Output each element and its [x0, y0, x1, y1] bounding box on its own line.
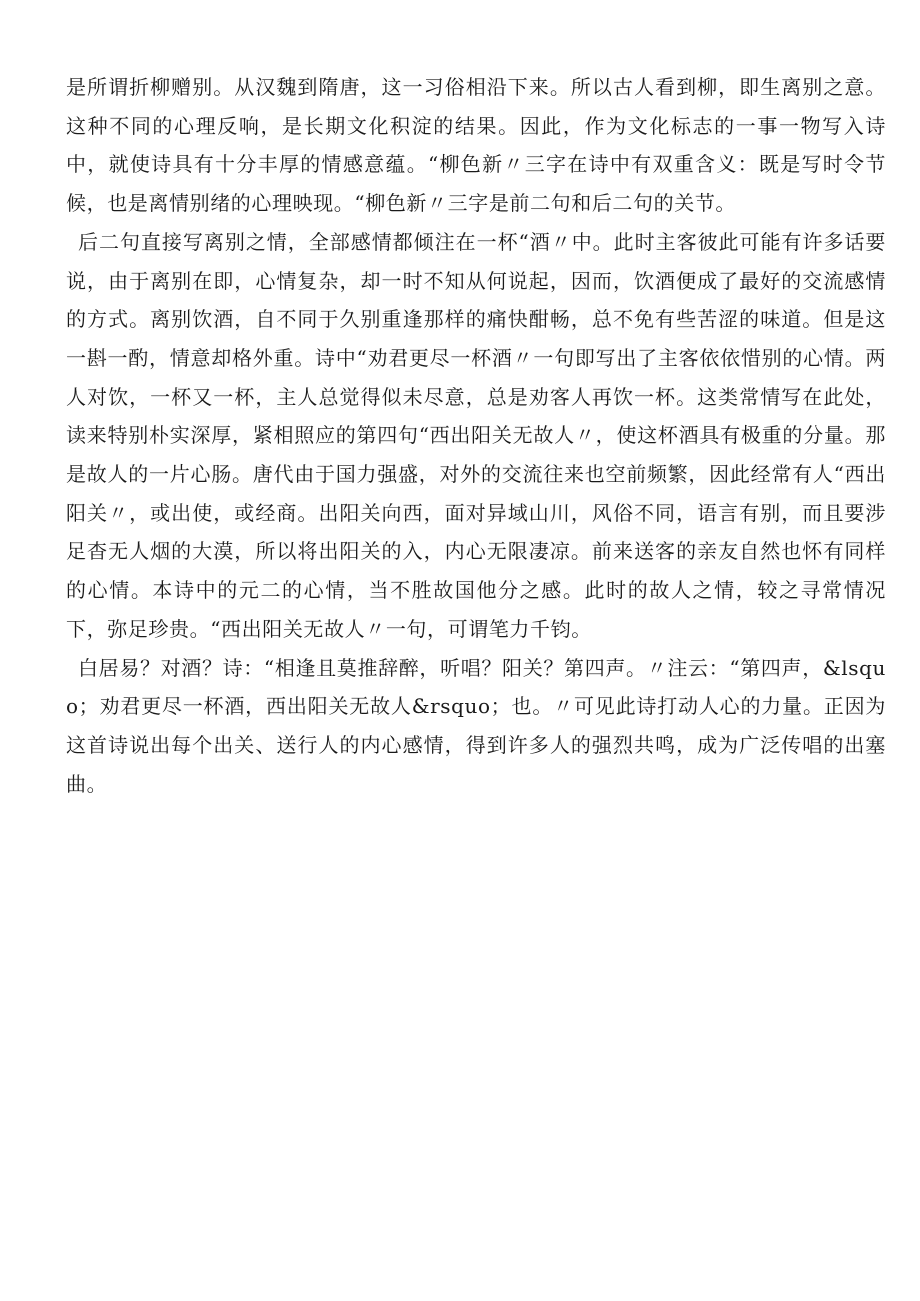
paragraph-2: 后二句直接写离别之情，全部感情都倾注在一杯“酒〃中。此时主客彼此可能有许多话要说，由于离别在即，心情复杂，却一时不知从何说起，因而，饮酒便成了最好的交流感情的方式。离别饮酒，自不同于久别重逢那样的痛快酣畅，总不免有些苦涩的味道。但是这一斟一酌，情意却格外重。诗中“劝君更尽一杯酒〃一句即写出了主客依依惜别的心情。两人对饮，一杯又一杯，主人总觉得似未尽意，总是劝客人再饮一杯。这类常情写在此处，读来特别朴实深厚，紧相照应的第四句“西出阳关无故人〃，使这杯酒具有极重的分量。那是故人的一片心肠。唐代由于国力强盛，对外的交流往来也空前频繁，因此经常有人“西出阳关〃，或出使，或经商。出阳关向西，面对异域山川，风俗不同，语言有别，而且要涉足杳无人烟的大漠，所以将出阳关的入，内心无限凄凉。前来送客的亲友自然也怀有同样的心情。本诗中的元二的心情，当不胜故国他分之感。此时的故人之情，较之寻常情况下，弥足珍贵。“西出阳关无故人〃一句，可谓笔力千钧。	[66, 229, 886, 641]
paragraph-1: 是所谓折柳赠别。从汉魏到隋唐，这一习俗相沿下来。所以古人看到柳，即生离别之意。这种不同的心理反响，是长期文化积淀的结果。因此，作为文化标志的一事一物写入诗中，就使诗具有十分丰厚的情感意蕴。“柳色新〃三字在诗中有双重含义：既是写时令节候，也是离情别绪的心理映现。“柳色新〃三字是前二句和后二句的关节。	[66, 75, 886, 216]
body-text	[66, 68, 886, 803]
paragraph-3: 白居易？对酒？诗：“相逢且莫推辞醉，听唱？阳关？第四声。〃注云：“第四声，&lsquo；劝君更尽一杯酒，西出阳关无故人&rsquo；也。〃可见此诗打动人心的力量。正因为这首诗说出每个出关、送行人的内心感情，得到许多人的强烈共鸣，成为广泛传唱的出塞曲。	[66, 655, 886, 796]
